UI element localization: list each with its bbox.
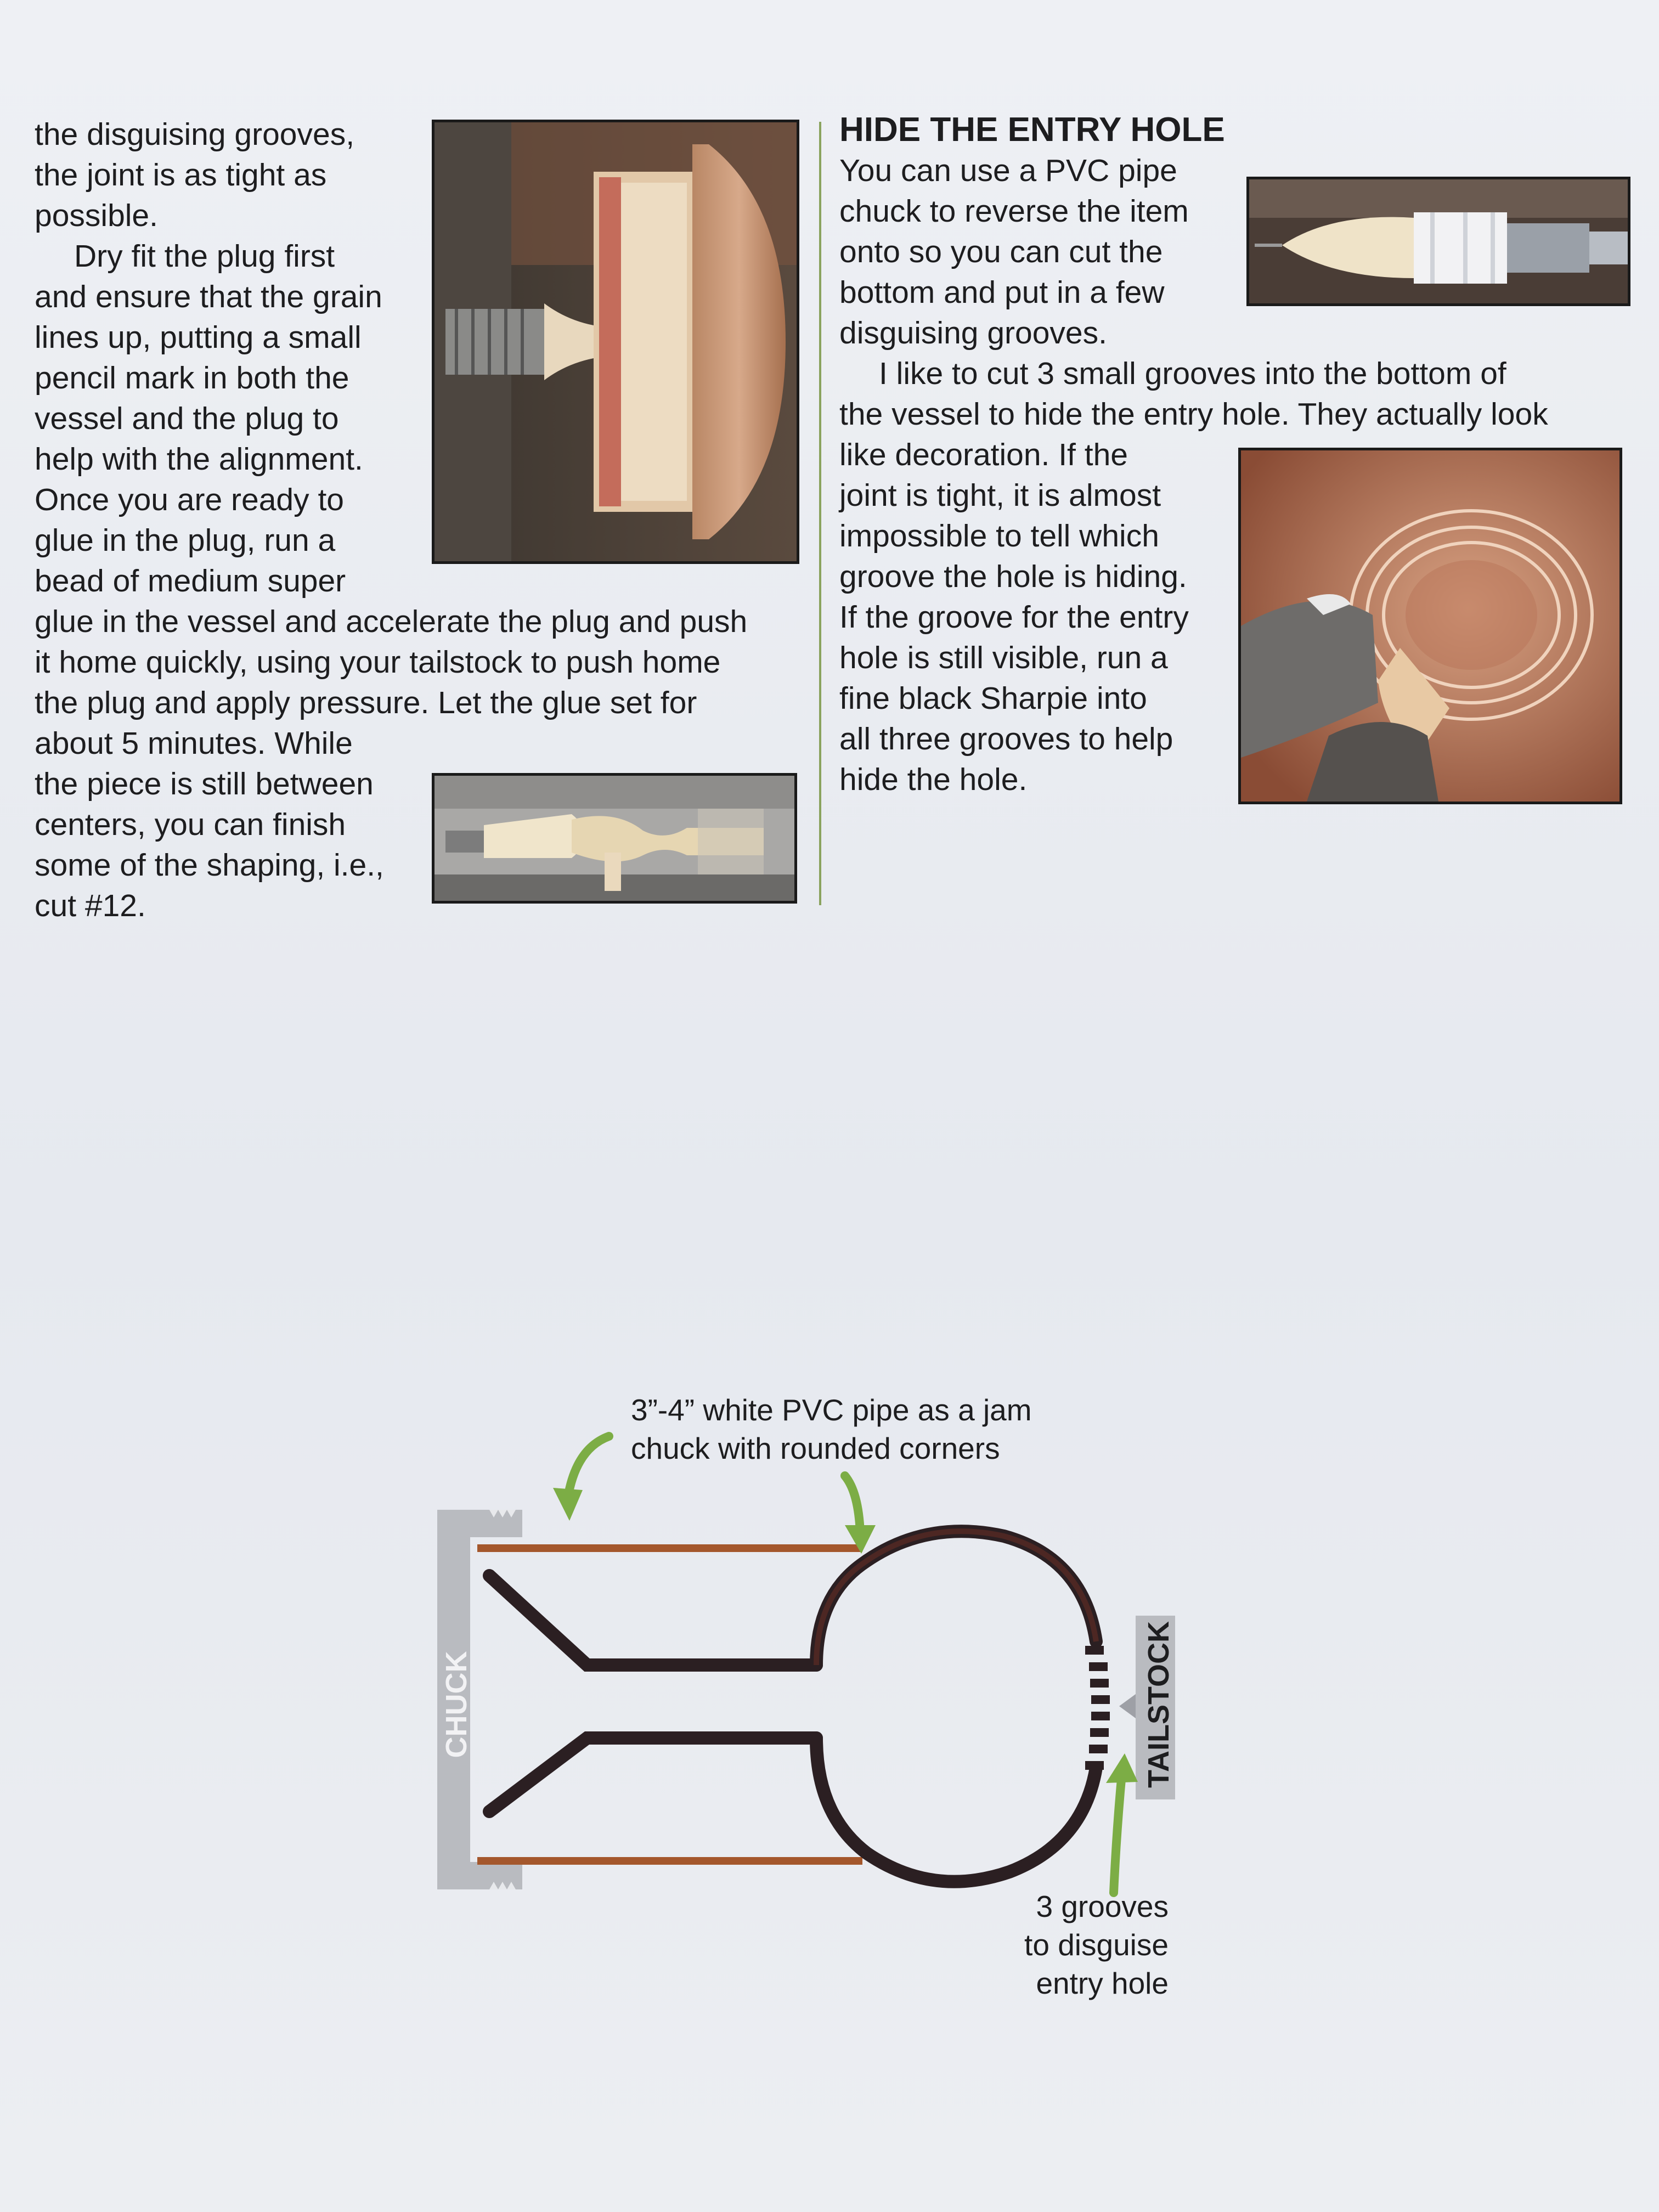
text-line: all three grooves to help (839, 721, 1173, 757)
text-line: it home quickly, using your tailstock to push home (35, 645, 721, 680)
text-line: vessel and the plug to (35, 401, 339, 436)
text-line: Dry fit the plug first (74, 239, 335, 274)
chuck-label: CHUCK (440, 1651, 473, 1758)
grooves-label (988, 1887, 1169, 2002)
text-line: You can use a PVC pipe (839, 153, 1177, 188)
text-line: and ensure that the grain (35, 279, 382, 314)
text-line: possible. (35, 198, 158, 233)
grooves-icon (1085, 1646, 1110, 1770)
grooves-label-line-3: entry hole (1036, 1966, 1169, 2000)
text-line: If the groove for the entry (839, 600, 1189, 635)
text-line: pencil mark in both the (35, 360, 349, 396)
text-line: like decoration. If the (839, 437, 1128, 472)
text-line: hide the hole. (839, 762, 1028, 797)
tailstock-point-icon (1119, 1694, 1136, 1718)
pvc-label-line-1: 3”-4” white PVC pipe as a jam (631, 1393, 1032, 1427)
text-line: disguising grooves. (839, 315, 1107, 351)
text-line: the joint is as tight as (35, 157, 327, 193)
pvc-pipe-label (631, 1391, 1032, 1468)
text-line: bead of medium super (35, 563, 346, 599)
text-line: impossible to tell which (839, 518, 1159, 554)
text-line: hole is still visible, run a (839, 640, 1168, 675)
text-line: chuck to reverse the item (839, 194, 1189, 229)
text-line: about 5 minutes. While (35, 726, 353, 761)
grooves-label-line-2: to disguise (1024, 1928, 1169, 1962)
tailstock-label: TAILSTOCK (1142, 1621, 1175, 1788)
text-line: cut #12. (35, 888, 146, 923)
chuck-teeth-icon (489, 1510, 516, 1889)
text-line: I like to cut 3 small grooves into the bottom of (879, 356, 1506, 391)
text-line: bottom and put in a few (839, 275, 1165, 310)
text-line: fine black Sharpie into (839, 681, 1147, 716)
text-line: the disguising grooves, (35, 117, 355, 152)
text-line: the piece is still between (35, 766, 374, 802)
text-line: onto so you can cut the (839, 234, 1163, 269)
text-line: some of the shaping, i.e., (35, 848, 384, 883)
text-line: groove the hole is hiding. (839, 559, 1187, 594)
text-line: joint is tight, it is almost (839, 478, 1161, 513)
vessel-outline (489, 1531, 1096, 1882)
text-line: help with the alignment. (35, 442, 363, 477)
grooves-label-line-1: 3 grooves (1036, 1889, 1169, 1923)
text-line: the vessel to hide the entry hole. They actually look (839, 397, 1548, 432)
text-line: the plug and apply pressure. Let the glue set for (35, 685, 697, 720)
text-line: centers, you can finish (35, 807, 346, 842)
pvc-label-line-2: chuck with rounded corners (631, 1431, 1000, 1465)
text-line: glue in the vessel and accelerate the plug and push (35, 604, 748, 639)
text-line: lines up, putting a small (35, 320, 362, 355)
text-line: Once you are ready to (35, 482, 344, 517)
section-heading: HIDE THE ENTRY HOLE (839, 111, 1225, 149)
text-line: glue in the plug, run a (35, 523, 336, 558)
